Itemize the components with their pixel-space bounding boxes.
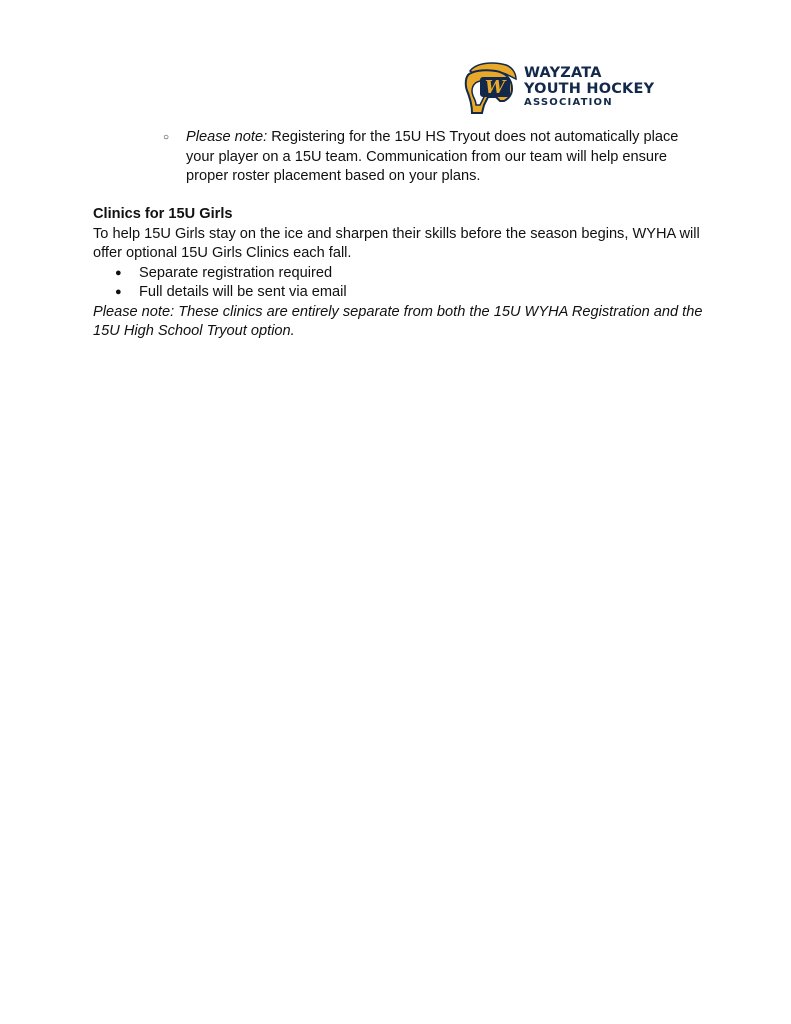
logo-line-wayzata: WAYZATA [524, 65, 602, 81]
logo-line-association: ASSOCIATION [524, 97, 613, 108]
tryout-note-text [186, 128, 701, 187]
clinics-bullet-list [93, 264, 703, 303]
filled-dot-bullet-icon: ● [115, 286, 122, 298]
filled-dot-bullet-icon: ● [115, 266, 122, 279]
svg-text:W: W [484, 77, 506, 98]
list-item [93, 283, 703, 303]
clinics-bullet-registration: Separate registration required [139, 264, 333, 281]
tryout-note-body: Registering for the 15U HS Tryout does not automatically place your player on a 15U team. Communication from our team will help ensure proper roster placement based on your plans. [186, 129, 679, 184]
logo-wordmark [524, 66, 654, 108]
clinics-intro: To help 15U Girls stay on the ice and sharpen their skills before the season begins, WYHA will offer optional 15U Girls Clinics each fall. [93, 225, 700, 261]
clinics-bullet-email: Full details will be sent via email [139, 284, 347, 300]
wyha-logo [462, 61, 662, 115]
clinics-heading: Clinics for 15U Girls [93, 206, 233, 222]
hollow-circle-bullet-icon: ○ [163, 132, 170, 143]
list-item [93, 264, 703, 284]
clinics-section [93, 205, 703, 342]
clinics-separate-note: Please note: These clinics are entirely separate from both the 15U WYHA Registration and the 15U High School Tryout option. [93, 303, 703, 339]
tryout-note-lead: Please note: [186, 129, 268, 145]
trojan-helmet-emblem-icon [462, 61, 518, 115]
logo-line-youth-hockey: YOUTH HOCKEY [524, 80, 655, 97]
